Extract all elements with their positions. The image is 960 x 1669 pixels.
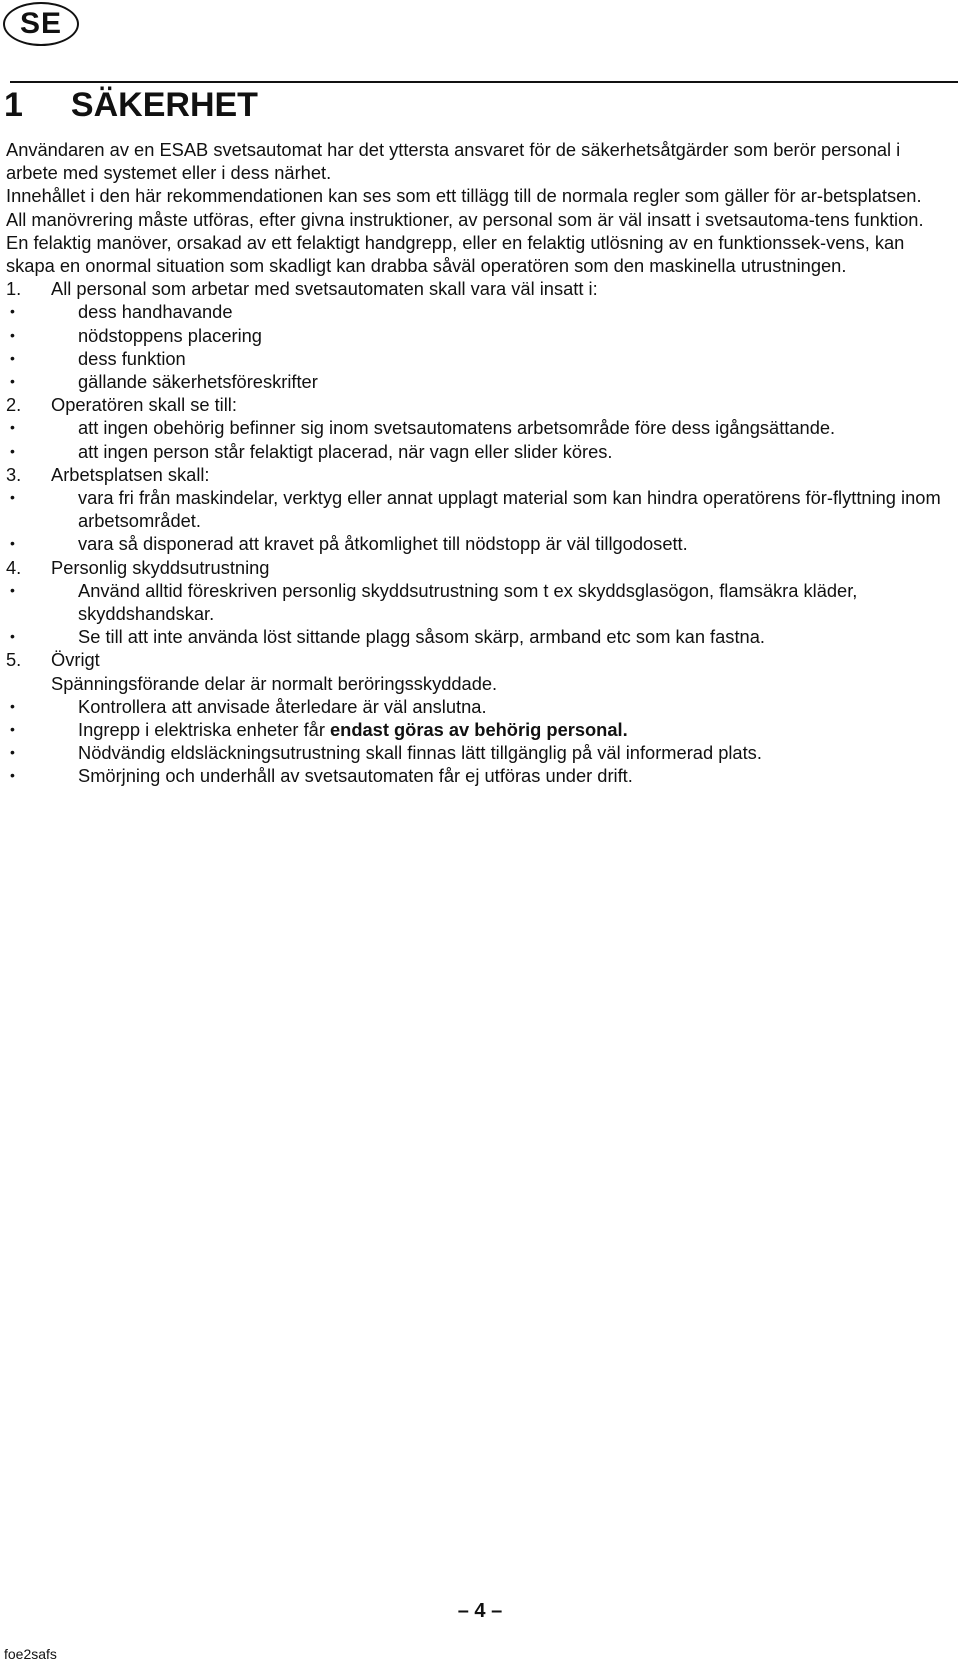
- bullet-item: [6, 625, 950, 648]
- intro-paragraph: All manövrering måste utföras, efter givna instruktioner, av personal som är väl insatt i svetsautoma-tens funktion.: [6, 208, 924, 230]
- bullet-text: Nödvändig eldsläckningsutrustning skall finnas lätt tillgänglig på väl informerad plats.: [78, 742, 762, 764]
- bullet-item: [6, 579, 950, 625]
- bullet-icon: •: [10, 581, 15, 598]
- item-number: 1.: [6, 278, 22, 300]
- bullet-icon: •: [10, 628, 15, 645]
- item-text: Operatören skall se till:: [51, 394, 237, 416]
- bullet-text: Se till att inte använda löst sittande plagg såsom skärp, armband etc som kan fastna.: [78, 626, 765, 648]
- page-number: – 4 –: [457, 1600, 503, 1622]
- section-heading: [4, 83, 258, 127]
- bullet-item: [6, 324, 950, 347]
- bullet-item: [6, 440, 950, 463]
- bullet-text: vara så disponerad att kravet på åtkomlighet till nödstopp är väl tillgodosett.: [78, 533, 688, 555]
- bullet-text: Använd alltid föreskriven personlig skyddsutrustning som t ex skyddsglasögon, flamsäkra kläder, skyddshandskar.: [78, 579, 858, 625]
- bullet-text: nödstoppens placering: [78, 324, 262, 346]
- item-text: Övrigt: [51, 649, 100, 671]
- bullet-item: [6, 416, 950, 439]
- bullet-text: att ingen obehörig befinner sig inom svetsautomatens arbetsområde före dess igångsättande.: [78, 417, 836, 439]
- bullet-icon: •: [10, 419, 15, 436]
- bullet-item: [6, 486, 950, 532]
- item-text: Arbetsplatsen skall:: [51, 463, 210, 485]
- language-code: SE: [19, 7, 63, 40]
- footer-code: foe2safs: [4, 1646, 57, 1662]
- bullet-text-prefix: Ingrepp i elektriska enheter får: [78, 719, 331, 741]
- bullet-item: [6, 718, 950, 741]
- bullet-icon: •: [10, 349, 15, 366]
- bullet-icon: •: [10, 744, 15, 761]
- bullet-icon: •: [10, 303, 15, 320]
- bullet-icon: •: [10, 373, 15, 390]
- item-number: 2.: [6, 394, 22, 416]
- item-text: Personlig skyddsutrustning: [51, 556, 270, 578]
- language-badge: [3, 2, 79, 46]
- bullet-text: vara fri från maskindelar, verktyg eller annat upplagt material som kan hindra operatörens för-flyttning inom arbetsområdet.: [78, 487, 941, 532]
- section-title: SÄKERHET: [70, 86, 258, 124]
- document-body: [6, 138, 950, 788]
- bullet-item: [6, 741, 950, 764]
- bullet-icon: •: [10, 442, 15, 459]
- bullet-item: [6, 764, 950, 787]
- bullet-icon: •: [10, 697, 15, 714]
- bullet-icon: •: [10, 326, 15, 343]
- bullet-icon: •: [10, 535, 15, 552]
- intro-paragraph: Användaren av en ESAB svetsautomat har det yttersta ansvaret för de säkerhetsåtgärder som berör personal i arbete med systemet eller i dess närhet.: [6, 139, 901, 184]
- numbered-item: [6, 648, 950, 671]
- bullet-text: [78, 718, 950, 741]
- bullet-text: dess funktion: [78, 347, 186, 369]
- item-number: 5.: [6, 649, 22, 671]
- bullet-text: att ingen person står felaktigt placerad, när vagn eller slider köres.: [78, 440, 613, 462]
- bullet-text-emphasis: endast göras av behörig personal.: [330, 719, 628, 741]
- bullet-item: [6, 370, 950, 393]
- numbered-item: [6, 556, 950, 579]
- item-text: All personal som arbetar med svetsautomaten skall vara väl insatt i:: [51, 278, 598, 300]
- numbered-item: [6, 463, 950, 486]
- bullet-item: [6, 300, 950, 323]
- item-subtext: Spänningsförande delar är normalt beröringsskyddade.: [51, 672, 498, 694]
- bullet-icon: •: [10, 721, 15, 738]
- bullet-item: [6, 695, 950, 718]
- bullet-text: Smörjning och underhåll av svetsautomaten får ej utföras under drift.: [78, 765, 633, 787]
- item-number: 3.: [6, 463, 22, 485]
- bullet-text: Kontrollera att anvisade återledare är väl anslutna.: [78, 695, 487, 717]
- bullet-item: [6, 532, 950, 555]
- bullet-text: gällande säkerhetsföreskrifter: [78, 371, 318, 393]
- bullet-item: [6, 347, 950, 370]
- numbered-item: [6, 277, 950, 300]
- bullet-icon: •: [10, 767, 15, 784]
- numbered-item: [6, 393, 950, 416]
- bullet-icon: •: [10, 489, 15, 506]
- bullet-text: dess handhavande: [78, 301, 233, 323]
- intro-paragraph: Innehållet i den här rekommendationen kan ses som ett tillägg till de normala regler som gäller för ar-betsplatsen.: [6, 185, 922, 207]
- intro-paragraph: En felaktig manöver, orsakad av ett felaktigt handgrepp, eller en felaktig utlösning av en funktionssek-vens, kan skapa en onormal situation som skadligt kan drabba såväl operatören som den maskinella utrustningen.: [6, 231, 905, 277]
- section-number: 1: [4, 86, 23, 124]
- item-number: 4.: [6, 556, 22, 578]
